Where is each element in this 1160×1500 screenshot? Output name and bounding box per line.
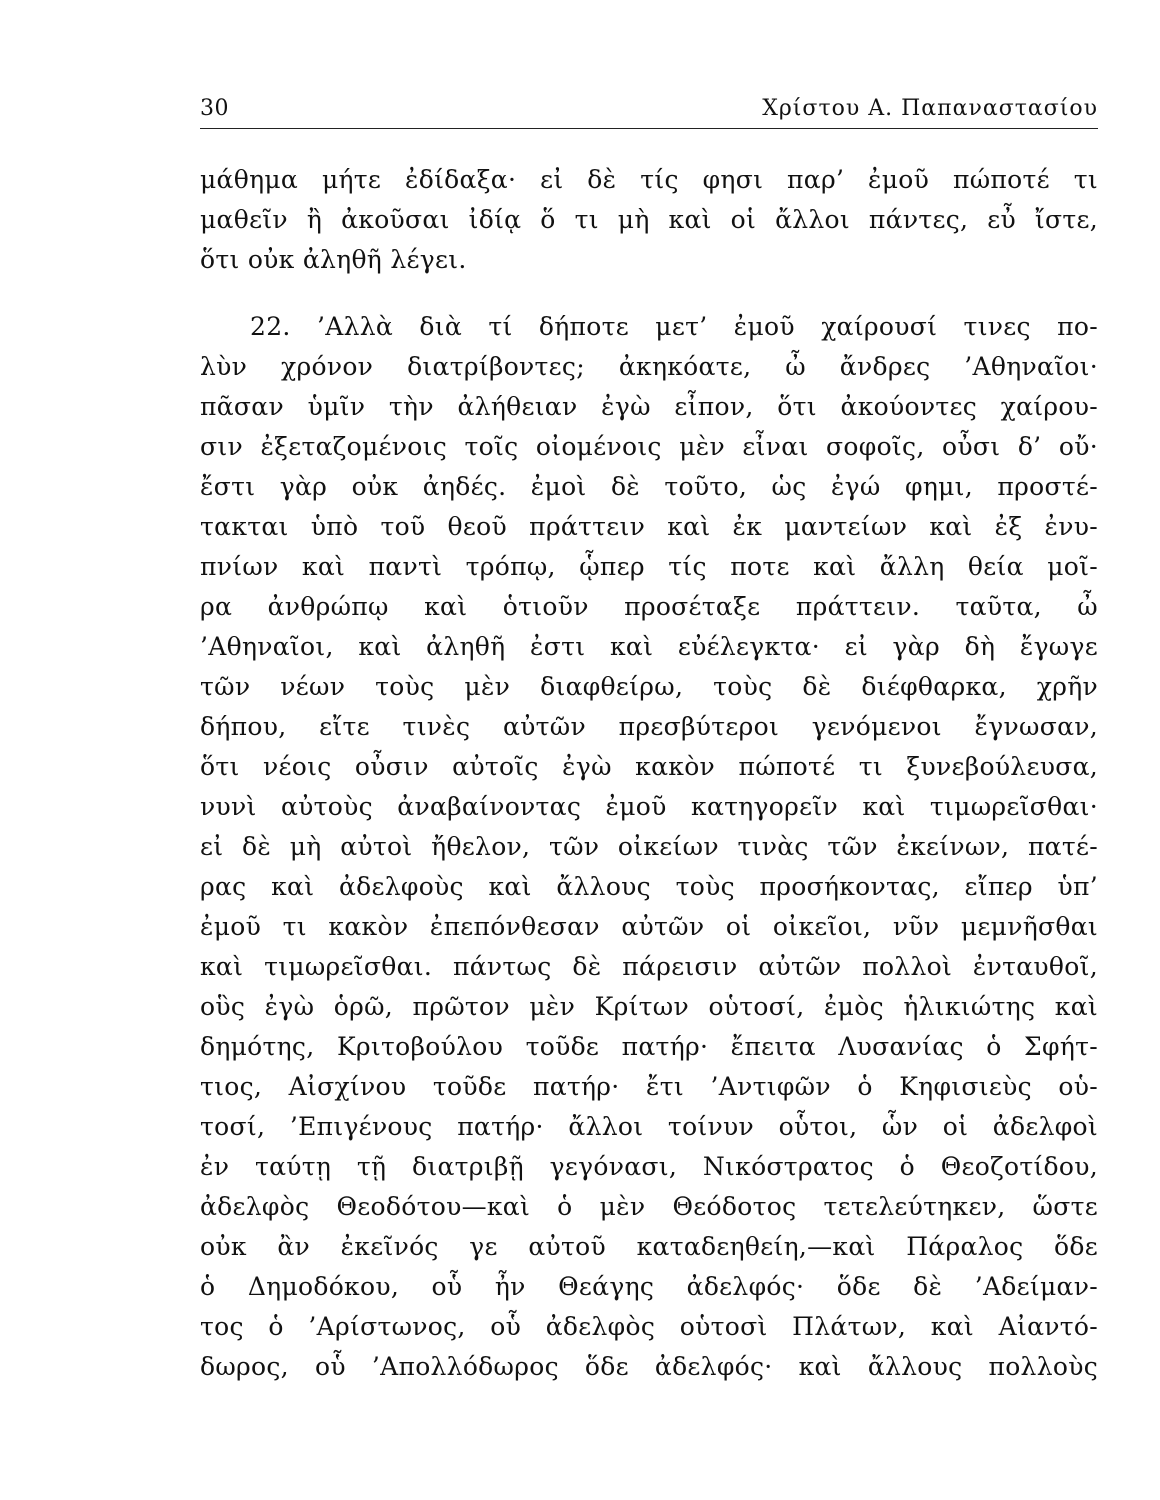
text-line: δημότης, Κριτοβούλου τοῦδε πατήρ· ἔπειτα Λυσανίας ὁ Σφήτ- (200, 1032, 1098, 1061)
text-line: σιν ἐξεταζομένοις τοῖς οἰομένοις μὲν εἶναι σοφοῖς, οὖσι δ’ οὔ· (200, 432, 1098, 461)
text-line: εἰ δὲ μὴ αὐτοὶ ἤθελον, τῶν οἰκείων τινὰς τῶν ἐκείνων, πατέ- (200, 832, 1098, 861)
text-line: ἐν ταύτῃ τῇ διατριβῇ γεγόνασι, Νικόστρατος ὁ Θεοζοτίδου, (200, 1152, 1098, 1181)
section-22-first-line: 22. ’Αλλὰ διὰ τί δήποτε μετ’ ἐμοῦ χαίρουσί τινες πο- (250, 312, 1098, 341)
text-line: οὐκ ἂν ἐκεῖνός γε αὐτοῦ καταδεηθείη,—καὶ Πάραλος ὅδε (200, 1232, 1098, 1261)
text-line: ὁ Δημοδόκου, οὗ ἦν Θεάγης ἀδελφός· ὅδε δὲ ’Αδείμαν- (200, 1272, 1098, 1301)
text-line: λὺν χρόνον διατρίβοντες; ἀκηκόατε, ὦ ἄνδρες ’Αθηναῖοι· (200, 352, 1098, 381)
paragraph-gap (200, 280, 1098, 307)
text-line: ρα ἀνθρώπῳ καὶ ὁτιοῦν προσέταξε πράττειν. ταῦτα, ὦ (200, 592, 1098, 621)
text-line: ἀδελφὸς Θεοδότου—καὶ ὁ μὲν Θεόδοτος τετελεύτηκεν, ὥστε (200, 1192, 1098, 1221)
text-line: ὅτι νέοις οὖσιν αὐτοῖς ἐγὼ κακὸν πώποτέ τι ξυνεβούλευσα, (200, 752, 1098, 781)
text-line: ρας καὶ ἀδελφοὺς καὶ ἄλλους τοὺς προσήκοντας, εἴπερ ὑπ’ (200, 872, 1098, 901)
text-line: τος ὁ ’Αρίστωνος, οὗ ἀδελφὸς οὑτοσὶ Πλάτων, καὶ Αἰαντό- (200, 1312, 1098, 1341)
text-line: πνίων καὶ παντὶ τρόπῳ, ᾧπερ τίς ποτε καὶ ἄλλη θεία μοῖ- (200, 552, 1098, 581)
header-rule (200, 128, 1098, 129)
text-line: δήπου, εἴτε τινὲς αὐτῶν πρεσβύτεροι γενόμενοι ἔγνωσαν, (200, 712, 1098, 741)
text-line: ἐμοῦ τι κακὸν ἐπεπόνθεσαν αὐτῶν οἱ οἰκεῖοι, νῦν μεμνῆσθαι (200, 912, 1098, 941)
text-line: πᾶσαν ὑμῖν τὴν ἀλήθειαν ἐγὼ εἶπον, ὅτι ἀκούοντες χαίρου- (200, 392, 1098, 421)
text-line: δωρος, οὗ ’Απολλόδωρος ὅδε ἀδελφός· καὶ ἄλλους πολλοὺς (200, 1352, 1098, 1381)
body-text (200, 160, 1098, 1387)
text-line: μάθημα μήτε ἐδίδαξα· εἰ δὲ τίς φησι παρ’ ἐμοῦ πώποτέ τι (200, 165, 1098, 194)
text-line: ὅτι οὐκ ἀληθῆ λέγει. (200, 245, 467, 274)
page-header (200, 92, 1098, 128)
text-line: τοσί, ’Επιγένους πατήρ· ἄλλοι τοίνυν οὗτοι, ὧν οἱ ἀδελφοὶ (200, 1112, 1098, 1141)
text-line: καὶ τιμωρεῖσθαι. πάντως δὲ πάρεισιν αὐτῶν πολλοὶ ἐνταυθοῖ, (200, 952, 1098, 981)
text-line: τῶν νέων τοὺς μὲν διαφθείρω, τοὺς δὲ διέφθαρκα, χρῆν (200, 672, 1098, 701)
text-line: μαθεῖν ἢ ἀκοῦσαι ἰδίᾳ ὅ τι μὴ καὶ οἱ ἄλλοι πάντες, εὖ ἴστε, (200, 205, 1098, 234)
text-line: ’Αθηναῖοι, καὶ ἀληθῆ ἐστι καὶ εὐέλεγκτα· εἰ γὰρ δὴ ἔγωγε (200, 632, 1098, 661)
text-line: ἔστι γὰρ οὐκ ἀηδές. ἐμοὶ δὲ τοῦτο, ὡς ἐγώ φημι, προστέ- (200, 472, 1098, 501)
text-line: τακται ὑπὸ τοῦ θεοῦ πράττειν καὶ ἐκ μαντείων καὶ ἐξ ἐνυ- (200, 512, 1098, 541)
text-line: τιος, Αἰσχίνου τοῦδε πατήρ· ἔτι ’Αντιφῶν ὁ Κηφισιεὺς οὑ- (200, 1072, 1098, 1101)
text-line: οὓς ἐγὼ ὁρῶ, πρῶτον μὲν Κρίτων οὑτοσί, ἐμὸς ἡλικιώτης καὶ (200, 992, 1098, 1021)
page-number: 30 (200, 96, 229, 121)
text-line: νυνὶ αὐτοὺς ἀναβαίνοντας ἐμοῦ κατηγορεῖν καὶ τιμωρεῖσθαι· (200, 792, 1098, 821)
running-title: Χρίστου Α. Παπαναστασίου (762, 96, 1098, 121)
